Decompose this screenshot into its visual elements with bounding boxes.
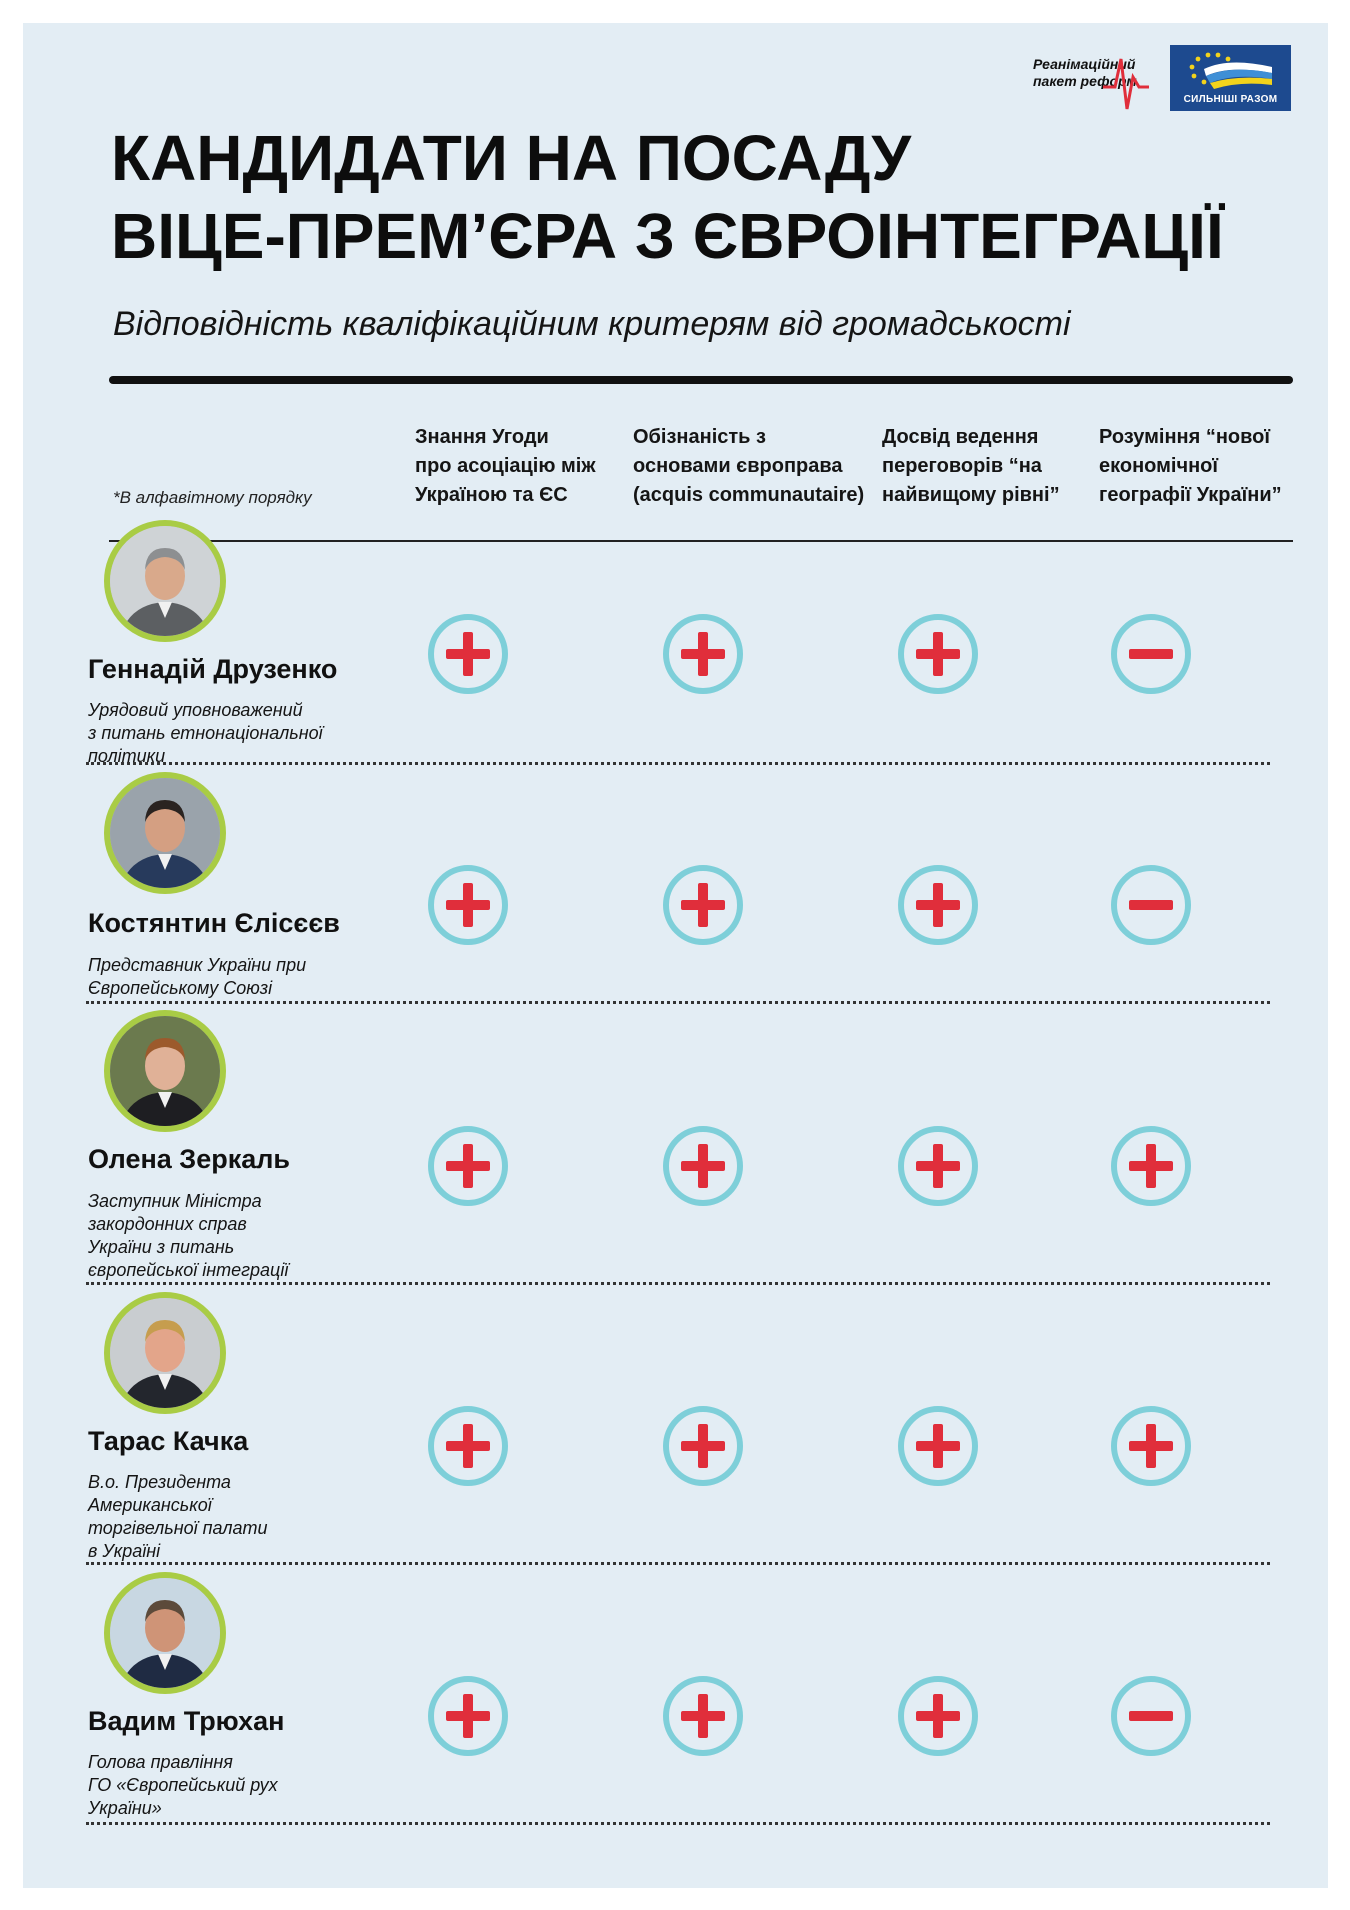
criterion-met-mark xyxy=(896,612,980,696)
candidate-role xyxy=(88,1190,288,1282)
criterion-1-line-2: про асоціацію між xyxy=(415,455,596,477)
rpr-logo xyxy=(1033,53,1148,113)
row-separator xyxy=(86,1822,1270,1825)
candidate-role-line: з питань етнонаціональної xyxy=(88,723,323,743)
stronger-together-label: СИЛЬНІШІ РАЗОМ xyxy=(1183,94,1278,105)
plus-icon xyxy=(896,612,980,696)
candidate-name: Геннадій Друзенко xyxy=(88,654,338,684)
plus-icon xyxy=(426,1404,510,1488)
plus-icon xyxy=(896,1674,980,1758)
criterion-1-line-1: Знання Угоди xyxy=(415,426,549,448)
criterion-header-2 xyxy=(633,423,864,510)
candidate-avatar xyxy=(104,520,226,642)
plus-icon xyxy=(661,1404,745,1488)
criterion-met-mark xyxy=(426,612,510,696)
criterion-3-line-1: Досвід ведення xyxy=(882,426,1039,448)
criterion-header-4 xyxy=(1099,423,1282,510)
candidate-avatar xyxy=(104,772,226,894)
row-separator xyxy=(86,762,1270,765)
minus-icon xyxy=(1109,863,1193,947)
candidate-role-line: В.о. Президента xyxy=(88,1472,231,1492)
criterion-4-line-2: економічної xyxy=(1099,455,1219,477)
header-divider xyxy=(109,376,1293,384)
candidate-role-line: ГО «Європейський рух xyxy=(88,1775,278,1795)
candidate-role-line: Американської xyxy=(88,1495,212,1515)
plus-icon xyxy=(896,1124,980,1208)
candidate-role-line: в Україні xyxy=(88,1541,161,1561)
page-title xyxy=(111,119,1224,275)
candidate-role-line: політики xyxy=(88,746,166,766)
candidate-role-line: Урядовий уповноважений xyxy=(88,700,303,720)
criterion-met-mark xyxy=(896,863,980,947)
rpr-logo-line-1: Реанімаційний xyxy=(1033,56,1136,72)
criterion-1-line-3: Україною та ЄС xyxy=(415,484,568,506)
plus-icon xyxy=(1109,1124,1193,1208)
candidate-role-line: Представник України при xyxy=(88,955,307,975)
criterion-met-mark xyxy=(661,1124,745,1208)
candidate-role-line: європейської інтеграції xyxy=(88,1260,289,1280)
criterion-met-mark xyxy=(426,1404,510,1488)
eu-ua-flag-icon xyxy=(1184,51,1276,91)
avatar-photo xyxy=(110,526,220,636)
plus-icon xyxy=(1109,1404,1193,1488)
candidate-role-line: закордонних справ xyxy=(88,1214,247,1234)
criterion-2-line-3: (acquis communautaire) xyxy=(633,484,865,506)
plus-icon xyxy=(661,1674,745,1758)
rpr-logo-line-2: пакет реформ xyxy=(1033,73,1137,89)
criterion-met-mark xyxy=(426,1674,510,1758)
plus-icon xyxy=(661,1124,745,1208)
table-header-divider xyxy=(109,540,1293,542)
avatar-photo xyxy=(110,1016,220,1126)
alphabetical-note: *В алфавітному порядку xyxy=(113,488,312,507)
candidate-role xyxy=(88,699,323,768)
plus-icon xyxy=(426,1124,510,1208)
candidate-role-line: України з питань xyxy=(88,1237,235,1257)
candidate-role-line: України» xyxy=(88,1798,162,1818)
criterion-met-mark xyxy=(661,612,745,696)
candidate-name: Костянтин Єлісєєв xyxy=(88,908,340,938)
heartbeat-icon xyxy=(1103,53,1149,113)
plus-icon xyxy=(661,612,745,696)
candidate-avatar xyxy=(104,1010,226,1132)
criterion-4-line-3: географії України” xyxy=(1099,484,1282,506)
criterion-met-mark xyxy=(1109,1404,1193,1488)
minus-icon xyxy=(1109,1674,1193,1758)
criterion-header-3 xyxy=(882,423,1060,510)
criterion-met-mark xyxy=(896,1404,980,1488)
criterion-met-mark xyxy=(896,1124,980,1208)
candidate-role-line: Голова правління xyxy=(88,1752,233,1772)
candidate-role xyxy=(88,954,306,1000)
plus-icon xyxy=(426,863,510,947)
candidate-name: Олена Зеркаль xyxy=(88,1144,290,1174)
candidate-role-line: Заступник Міністра xyxy=(88,1191,262,1211)
avatar-photo xyxy=(110,1298,220,1408)
candidate-role-line: торгівельної палати xyxy=(88,1518,268,1538)
candidate-avatar xyxy=(104,1572,226,1694)
criterion-not-met-mark xyxy=(1109,1674,1193,1758)
page-title-line-1: КАНДИДАТИ НА ПОСАДУ xyxy=(111,122,911,194)
plus-icon xyxy=(661,863,745,947)
criterion-not-met-mark xyxy=(1109,612,1193,696)
criterion-2-line-1: Обізнаність з xyxy=(633,426,766,448)
page-subtitle: Відповідність кваліфікаційним критерям від громадськості xyxy=(113,305,1071,343)
criterion-header-1 xyxy=(415,423,596,510)
candidate-avatar xyxy=(104,1292,226,1414)
row-separator xyxy=(86,1001,1270,1004)
row-separator xyxy=(86,1562,1270,1565)
candidate-name: Тарас Качка xyxy=(88,1426,249,1456)
criterion-4-line-1: Розуміння “нової xyxy=(1099,426,1271,448)
criterion-3-line-3: найвищому рівні” xyxy=(882,484,1060,506)
row-separator xyxy=(86,1282,1270,1285)
criterion-met-mark xyxy=(1109,1124,1193,1208)
candidate-role-line: Європейському Союзі xyxy=(88,978,273,998)
criterion-met-mark xyxy=(661,1674,745,1758)
criterion-met-mark xyxy=(426,863,510,947)
criterion-met-mark xyxy=(896,1674,980,1758)
plus-icon xyxy=(896,863,980,947)
candidate-role xyxy=(88,1471,268,1563)
plus-icon xyxy=(426,612,510,696)
candidate-role xyxy=(88,1751,278,1820)
minus-icon xyxy=(1109,612,1193,696)
criterion-met-mark xyxy=(661,1404,745,1488)
criterion-met-mark xyxy=(426,1124,510,1208)
plus-icon xyxy=(896,1404,980,1488)
criterion-2-line-2: основами європрава xyxy=(633,455,843,477)
candidate-name: Вадим Трюхан xyxy=(88,1706,285,1736)
criterion-met-mark xyxy=(661,863,745,947)
page-title-line-2: ВІЦЕ-ПРЕМ’ЄРА З ЄВРОІНТЕГРАЦІЇ xyxy=(111,200,1224,272)
avatar-photo xyxy=(110,778,220,888)
stronger-together-logo xyxy=(1170,45,1291,111)
avatar-photo xyxy=(110,1578,220,1688)
criterion-not-met-mark xyxy=(1109,863,1193,947)
plus-icon xyxy=(426,1674,510,1758)
infographic-sheet xyxy=(23,23,1328,1888)
criterion-3-line-2: переговорів “на xyxy=(882,455,1042,477)
